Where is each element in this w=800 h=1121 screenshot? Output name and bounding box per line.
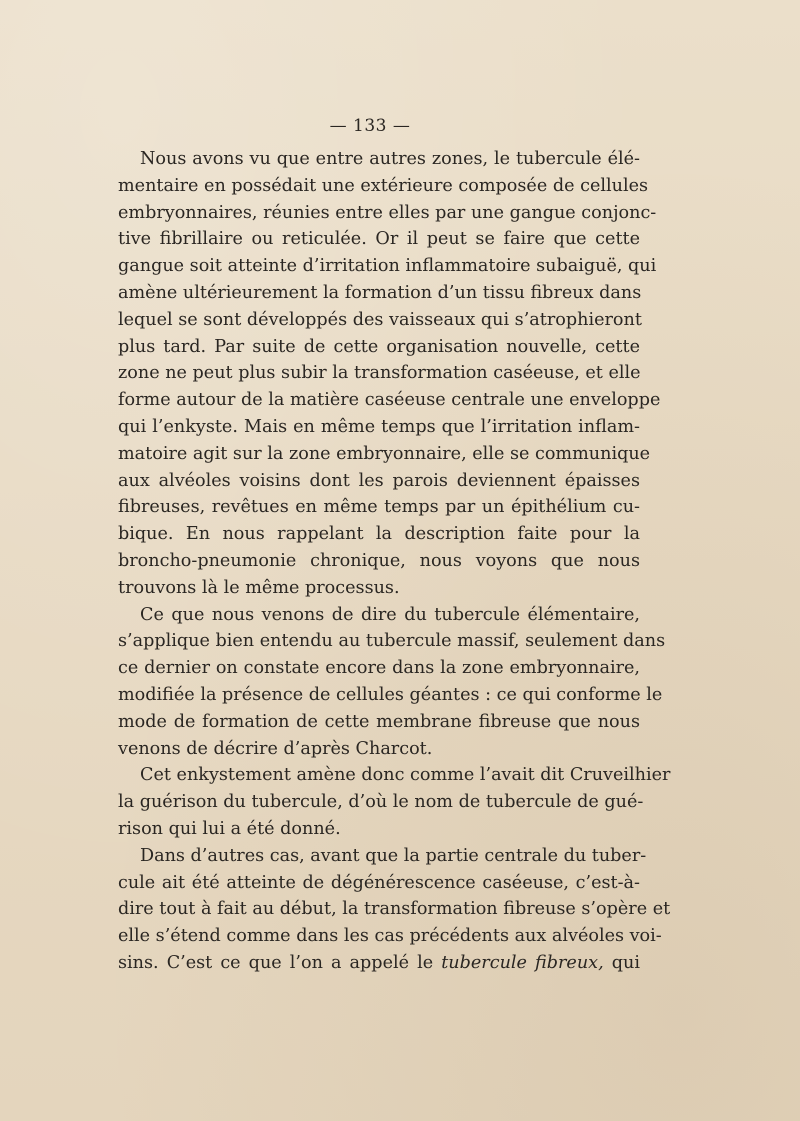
text-line: lequel se sont développés des vaisseaux qui s’atrophieront xyxy=(118,309,642,330)
text-line: gangue soit atteinte d’irritation inflammatoire subaiguë, qui xyxy=(118,256,657,277)
text-line: bique. En nous rappelant la description faite pour la xyxy=(118,524,640,545)
text-line: elle s’étend comme dans les cas précédents aux alvéoles voi- xyxy=(118,926,662,947)
text-line: cule ait été atteinte de dégénérescence caséeuse, c’est-à- xyxy=(118,872,640,893)
text-line: trouvons là le même processus. xyxy=(118,577,400,598)
text-line: amène ultérieurement la formation d’un tissu fibreux dans xyxy=(118,282,642,303)
text-line: Dans d’autres cas, avant que la partie centrale du tuber- xyxy=(140,845,647,866)
text-line: plus tard. Par suite de cette organisation nouvelle, cette xyxy=(118,336,640,357)
final-line-after: qui xyxy=(603,952,641,973)
text-line: tive fibrillaire ou reticulée. Or il peut se faire que cette xyxy=(118,229,640,250)
text-line: venons de décrire d’après Charcot. xyxy=(118,738,433,759)
text-line: aux alvéoles voisins dont les parois deviennent épaisses xyxy=(118,470,640,491)
text-line: modifiée la présence de cellules géantes : ce qui conforme le xyxy=(118,684,663,705)
text-line: la guérison du tubercule, d’où le nom de tubercule de gué- xyxy=(118,792,644,813)
text-line: embryonnaires, réunies entre elles par une gangue conjonc- xyxy=(118,202,657,223)
text-line: s’applique bien entendu au tubercule massif, seulement dans xyxy=(118,631,666,652)
text-line: dire tout à fait au début, la transformation fibreuse s’opère et xyxy=(118,899,671,920)
text-line: fibreuses, revêtues en même temps par un épithélium cu- xyxy=(118,497,640,518)
text-line: ce dernier on constate encore dans la zone embryonnaire, xyxy=(118,658,640,679)
text-line: broncho-pneumonie chronique, nous voyons que nous xyxy=(118,550,640,571)
text-line: Ce que nous venons de dire du tubercule élémentaire, xyxy=(140,604,640,625)
italic-term: tubercule fibreux, xyxy=(441,952,604,973)
page-number: — 133 — xyxy=(329,116,411,136)
text-line: matoire agit sur la zone embryonnaire, elle se communique xyxy=(118,443,651,464)
body-text xyxy=(118,146,671,977)
final-line-before: sins. C’est ce que l’on a appelé le xyxy=(118,952,442,973)
text-line: mentaire en possédait une extérieure composée de cellules xyxy=(118,175,649,196)
final-text-line xyxy=(118,950,640,977)
text-line: qui l’enkyste. Mais en même temps que l’irritation inflam- xyxy=(118,416,640,437)
text-line: Nous avons vu que entre autres zones, le tubercule élé- xyxy=(140,149,640,169)
text-line: forme autour de la matière caséeuse centrale une enveloppe xyxy=(118,390,661,411)
text-line: mode de formation de cette membrane fibreuse que nous xyxy=(118,711,640,732)
text-line: Cet enkystement amène donc comme l’avait dit Cruveilhier xyxy=(140,765,671,786)
text-line: rison qui lui a été donné. xyxy=(118,818,341,839)
text-line: zone ne peut plus subir la transformation caséeuse, et elle xyxy=(118,363,641,384)
